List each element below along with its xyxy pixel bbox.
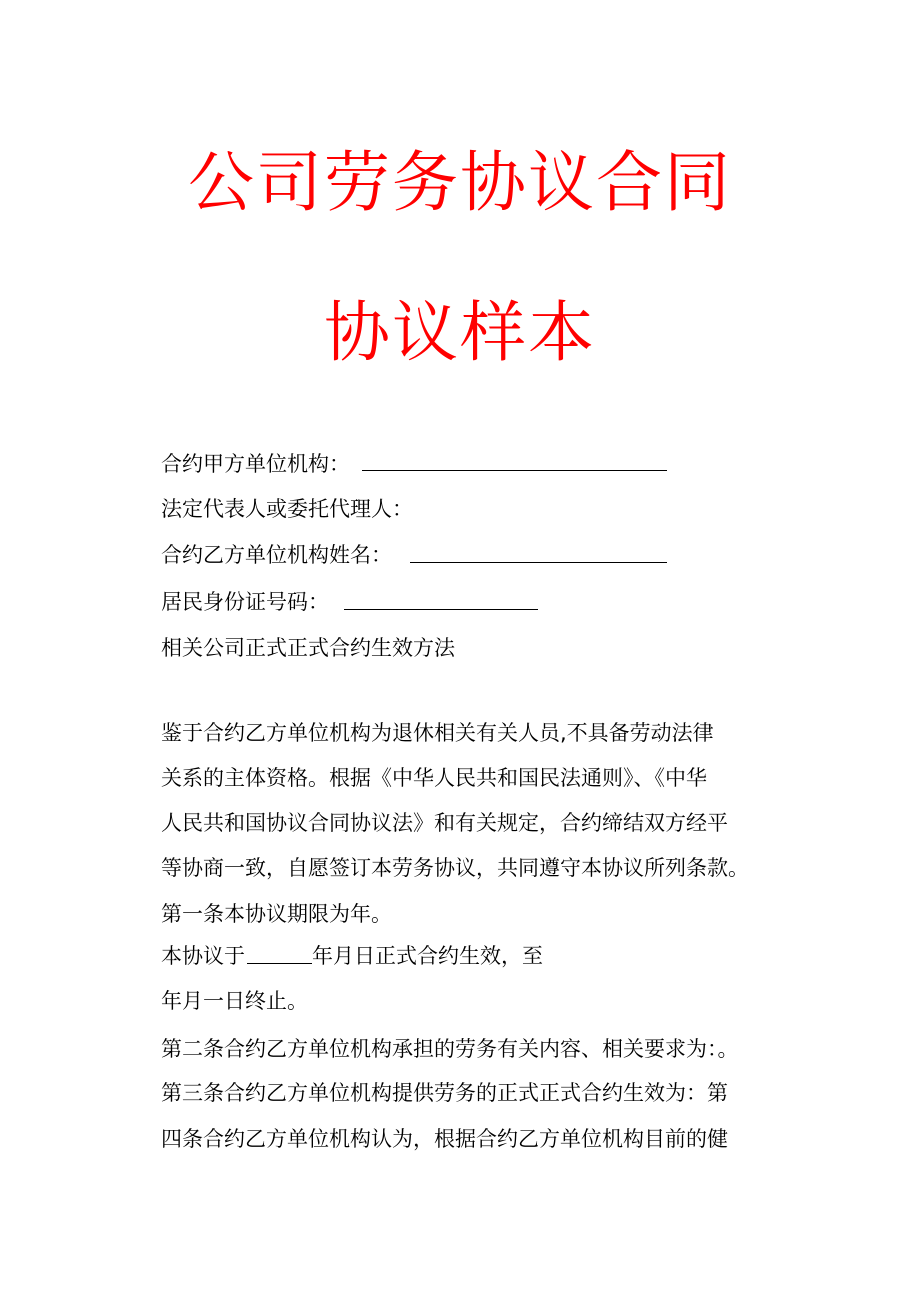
article-2: 第二条合约乙方单位机构承担的劳务有关内容、相关要求为：。 (161, 1037, 739, 1061)
effective-method-heading: 相关公司正式正式合约生效方法 (161, 636, 455, 660)
start-year-blank (247, 963, 312, 964)
article-3: 第三条合约乙方单位机构提供劳务的正式正式合约生效为：第 (161, 1081, 728, 1105)
document-title-line-1: 公司劳务协议合同 (188, 144, 732, 221)
preamble-line: 关系的主体资格。根据《中华人民共和国民法通则》、《中华 (161, 766, 707, 790)
document-title-line-2: 协议样本 (324, 294, 596, 371)
preamble-paragraph (161, 711, 761, 891)
article-4: 四条合约乙方单位机构认为，根据合约乙方单位机构目前的健 (161, 1127, 728, 1151)
preamble-line: 人民共和国协议合同协议法》和有关规定，合约缔结双方经平 (161, 811, 728, 835)
article-1-start-suffix: 年月日正式合约生效，至 (312, 944, 543, 968)
id-number-blank (344, 609, 538, 610)
article-1-term: 第一条本协议期限为年。 (161, 902, 392, 926)
party-b-name-blank (410, 562, 667, 563)
party-b-name-label: 合约乙方单位机构姓名： (161, 543, 392, 567)
article-1-start-prefix: 本协议于 (161, 944, 245, 968)
preamble-line: 鉴于合约乙方单位机构为退休相关有关人员,不具备劳动法律 (161, 721, 714, 745)
party-a-blank (362, 470, 667, 471)
legal-representative-label: 法定代表人或委托代理人： (161, 497, 413, 521)
party-a-label: 合约甲方单位机构： (161, 452, 350, 476)
article-1-end: 年月一日终止。 (161, 989, 308, 1013)
preamble-line: 等协商一致，自愿签订本劳务协议，共同遵守本协议所列条款。 (161, 856, 749, 880)
id-number-label: 居民身份证号码： (161, 590, 329, 614)
